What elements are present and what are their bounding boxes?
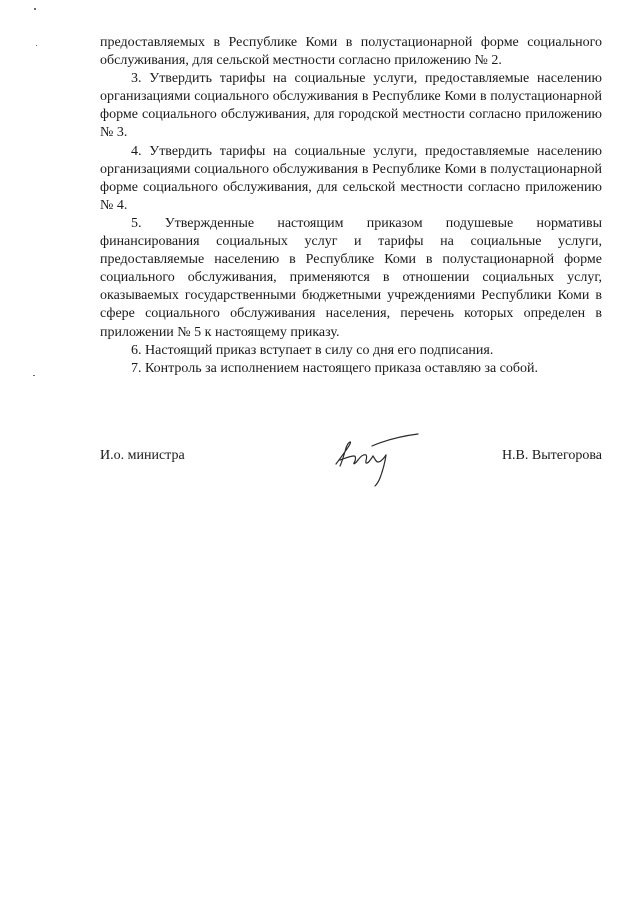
- document-body: [100, 34, 602, 378]
- scan-speck: [36, 45, 37, 46]
- scan-speck: [34, 8, 36, 10]
- scan-speck: [33, 375, 35, 376]
- paragraph-item-5: 5. Утвержденные настоящим приказом подушевые нормативы финансирования социальных услуг и тарифы на социальные услуги, предоставляемые населению в Республике Коми в полустационарной форме социального обслуживания, применяются в отношении социальных услуг, оказываемых государственными бюджетными учреждениями Республики Коми в сфере социального обслуживания населения, перечень которых определен в приложении № 5 к настоящему приказу.: [100, 215, 602, 340]
- paragraph-item-3: 3. Утвердить тарифы на социальные услуги, предоставляемые населению организациями социального обслуживания в Республике Коми в полустационарной форме социального обслуживания, для городской местности согласно приложению № 3.: [100, 71, 602, 141]
- handwritten-signature-icon: [328, 430, 422, 488]
- paragraph-continuation: предоставляемых в Республике Коми в полустационарной форме социального обслуживания, для сельской местности согласно приложению № 2.: [100, 35, 602, 69]
- paragraph-item-6: 6. Настоящий приказ вступает в силу со дня его подписания.: [131, 342, 494, 358]
- paragraph-item-4: 4. Утвердить тарифы на социальные услуги, предоставляемые населению организациями социального обслуживания в Республике Коми в полустационарной форме социального обслуживания, для сельской местности согласно приложению № 4.: [100, 143, 602, 213]
- signature-block: [100, 430, 602, 490]
- signatory-title: И.о. министра: [100, 448, 185, 463]
- signatory-name: Н.В. Вытегорова: [501, 448, 602, 463]
- paragraph-item-7: 7. Контроль за исполнением настоящего приказа оставляю за собой.: [131, 360, 539, 376]
